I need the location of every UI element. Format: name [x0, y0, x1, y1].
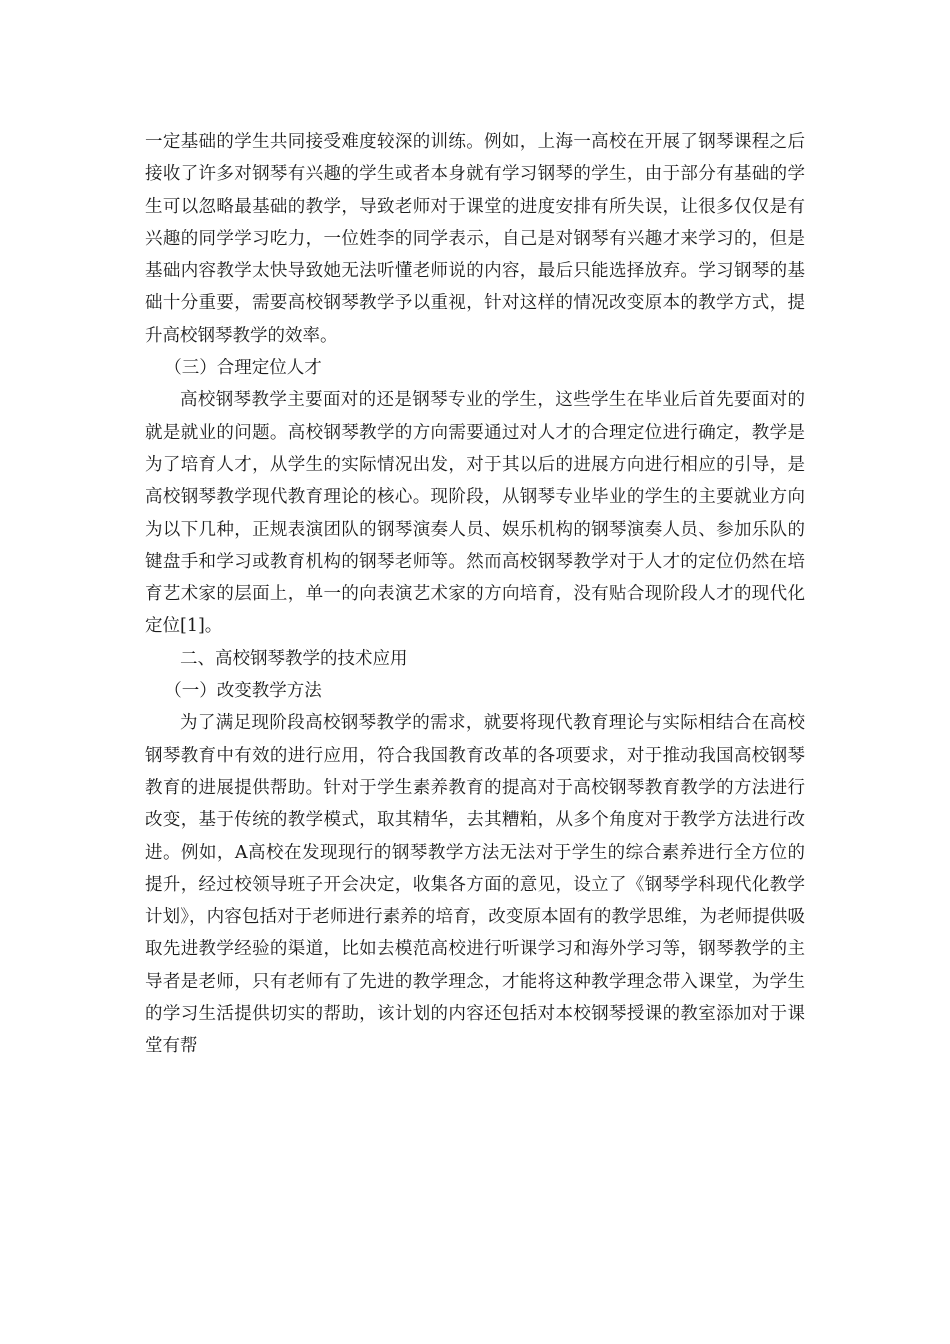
section-heading-teaching-methods: （一）改变教学方法 [164, 681, 322, 702]
section-heading-talent-positioning: （三）合理定位人才 [164, 358, 322, 379]
chapter-heading-technology-application: 二、高校钢琴教学的技术应用 [180, 648, 408, 669]
paragraph-continuation: 一定基础的学生共同接受难度较深的训练。例如，上海一高校在开展了钢琴课程之后接收了许多对钢琴有兴趣的学生或者本身就有学习钢琴的学生，由于部分有基础的学生可以忽略最基础的教学，导致老师对于课堂的进度安排有所失误，让很多仅仅是有兴趣的同学学习吃力，一位姓李的同学表示，自己是对钢琴有兴趣才来学习的，但是基础内容教学太快导致她无法听懂老师说的内容，最后只能选择放弃。学习钢琴的基础十分重要，需要高校钢琴教学予以重视，针对这样的情况改变原本的教学方式，提升高校钢琴教学的效率。 [145, 132, 805, 346]
paragraph-talent-positioning: 高校钢琴教学主要面对的还是钢琴专业的学生，这些学生在毕业后首先要面对的就是就业的问题。高校钢琴教学的方向需要通过对人才的合理定位进行确定，教学是为了培育人才，从学生的实际情况出发，对于其以后的进展方向进行相应的引导，是高校钢琴教学现代教育理论的核心。现阶段，从钢琴专业毕业的学生的主要就业方向为以下几种，正规表演团队的钢琴演奏人员、娱乐机构的钢琴演奏人员、参加乐队的键盘手和学习或教育机构的钢琴老师等。然而高校钢琴教学对于人才的定位仍然在培育艺术家的层面上，单一的向表演艺术家的方向培育，没有贴合现阶段人才的现代化定位[1]。 [145, 390, 805, 637]
document-body [145, 126, 805, 1063]
paragraph-teaching-methods: 为了满足现阶段高校钢琴教学的需求，就要将现代教育理论与实际相结合在高校钢琴教育中有效的进行应用，符合我国教育改革的各项要求，对于推动我国高校钢琴教育的进展提供帮助。针对于学生素养教育的提高对于高校钢琴教育教学的方法进行改变，基于传统的教学模式，取其精华，去其糟粕，从多个角度对于教学方法进行改进。例如，A高校在发现现行的钢琴教学方法无法对于学生的综合素养进行全方位的提升，经过校领导班子开会决定，收集各方面的意见，设立了《钢琴学科现代化教学计划》，内容包括对于老师进行素养的培育，改变原本固有的教学思维，为老师提供吸取先进教学经验的渠道，比如去模范高校进行听课学习和海外学习等，钢琴教学的主导者是老师，只有老师有了先进的教学理念，才能将这种教学理念带入课堂，为学生的学习生活提供切实的帮助，该计划的内容还包括对本校钢琴授课的教室添加对于课堂有帮 [145, 713, 805, 1057]
